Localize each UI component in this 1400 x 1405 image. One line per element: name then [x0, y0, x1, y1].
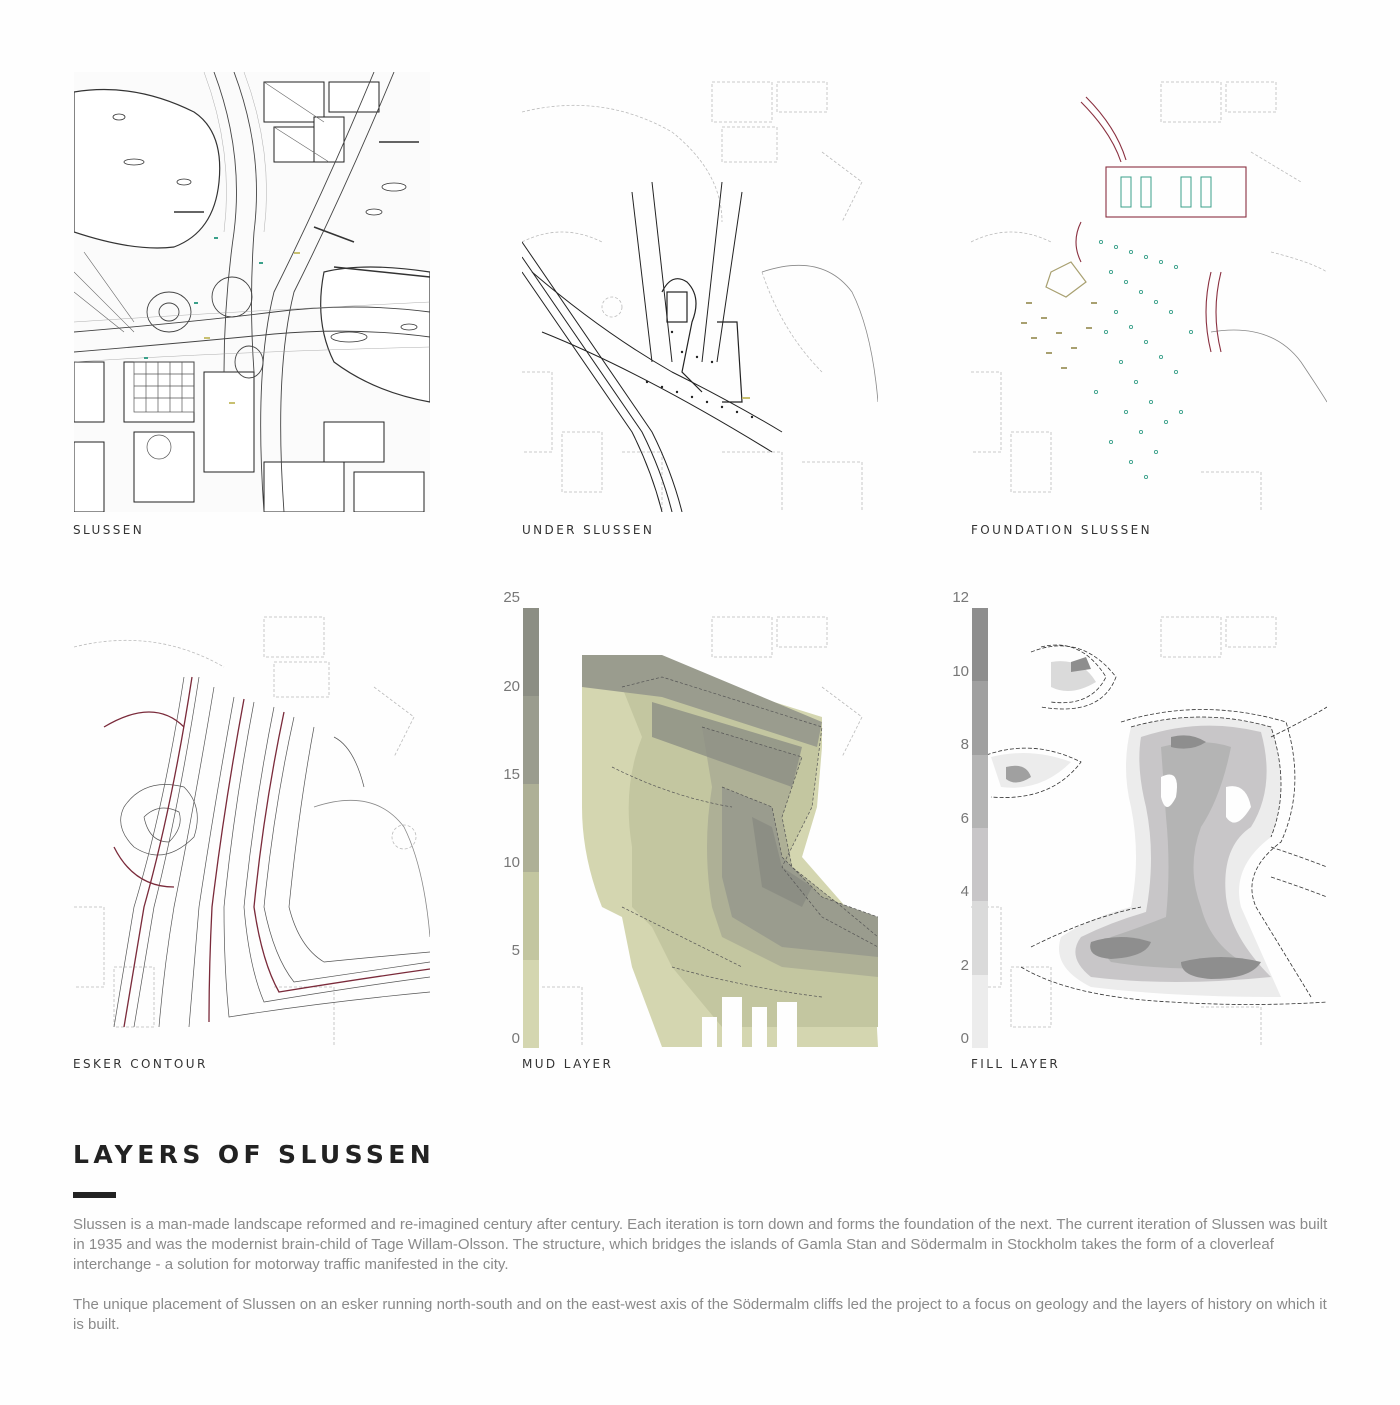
slussen-map [74, 72, 430, 512]
fill-tick-8: 8 [960, 736, 969, 753]
under-slussen-map [522, 72, 878, 512]
title-underline [73, 1192, 116, 1198]
foundation-slussen-drawing [971, 72, 1327, 512]
caption-slussen: SLUSSEN [73, 523, 145, 537]
mud-tick-25: 25 [503, 589, 520, 606]
fill-layer-map [971, 607, 1327, 1047]
caption-fill-layer: FILL LAYER [971, 1057, 1061, 1071]
fill-layer-drawing [971, 607, 1327, 1047]
fill-tick-0: 0 [960, 1030, 969, 1047]
intro-paragraph: Slussen is a man-made landscape reformed and re-imagined century after century. Each iteration is torn down and forms the foundation of the next. The current iteration of Slussen was built in 1935 and was the modernist brain-child of Tage Willam-Olsson. The structure, which bridges the islands of Gamla Stan and Södermalm in Stockholm takes the form of a cloverleaf interchange - a solution for motorway traffic manifested in the city. [73, 1216, 1328, 1273]
mud-depth-scale-band [523, 960, 539, 1048]
fill-tick-12: 12 [952, 589, 969, 606]
esker-contour-drawing [74, 607, 430, 1047]
mud-layer-drawing [522, 607, 878, 1047]
mud-layer-map [522, 607, 878, 1047]
fill-depth-scale-band [972, 828, 988, 901]
caption-mud-layer: MUD LAYER [522, 1057, 614, 1071]
fill-tick-6: 6 [960, 810, 969, 827]
fill-tick-10: 10 [952, 663, 969, 680]
mud-tick-10: 10 [503, 854, 520, 871]
mud-depth-scale [523, 608, 539, 1048]
geology-paragraph: The unique placement of Slussen on an esker running north-south and on the east-west axis of the Södermalm cliffs led the project to a focus on geology and the layers of history on which it is built. [73, 1296, 1327, 1333]
under-slussen-drawing [522, 72, 878, 512]
mud-depth-scale-band [523, 784, 539, 872]
mud-tick-15: 15 [503, 766, 520, 783]
page-title: LAYERS OF SLUSSEN [73, 1140, 436, 1169]
slussen-map-drawing [74, 72, 430, 512]
fill-tick-4: 4 [960, 883, 969, 900]
mud-tick-20: 20 [503, 678, 520, 695]
caption-foundation-slussen: FOUNDATION SLUSSEN [971, 523, 1153, 537]
fill-depth-scale-band [972, 975, 988, 1048]
mud-depth-scale-band [523, 872, 539, 960]
fill-depth-scale-band [972, 681, 988, 754]
fill-depth-scale [972, 608, 988, 1048]
caption-under-slussen: UNDER SLUSSEN [522, 523, 655, 537]
caption-esker-contour: ESKER CONTOUR [73, 1057, 208, 1071]
esker-contour-map [74, 607, 430, 1047]
fill-depth-scale-band [972, 755, 988, 828]
mud-depth-scale-band [523, 608, 539, 696]
mud-tick-5: 5 [511, 942, 520, 959]
foundation-slussen-map [971, 72, 1327, 512]
fill-depth-scale-band [972, 901, 988, 974]
mud-depth-scale-band [523, 696, 539, 784]
mud-tick-0: 0 [511, 1030, 520, 1047]
fill-depth-scale-band [972, 608, 988, 681]
fill-tick-2: 2 [960, 957, 969, 974]
